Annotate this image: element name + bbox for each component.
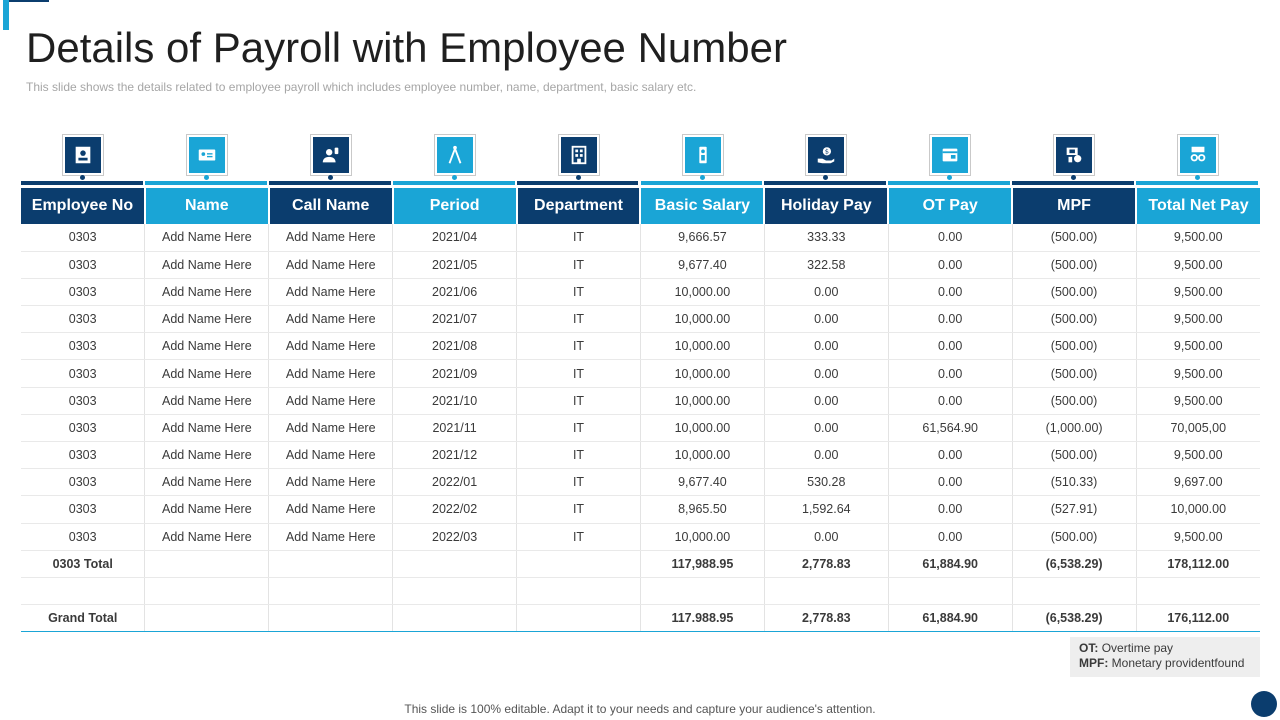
wallet-icon bbox=[930, 135, 970, 175]
table-cell: 2021/04 bbox=[393, 224, 517, 251]
calculator-icon bbox=[1178, 135, 1218, 175]
svg-text:$: $ bbox=[825, 147, 830, 156]
icon-connector-dot bbox=[1195, 175, 1200, 180]
grand_total-total-net-pay: 176,112.00 bbox=[1136, 605, 1260, 632]
empty-cell bbox=[145, 577, 269, 604]
spacer-row bbox=[21, 577, 1260, 604]
legend-ot-text: Overtime pay bbox=[1101, 641, 1174, 655]
subtotal-ot-pay: 61,884.90 bbox=[888, 550, 1012, 577]
table-cell: IT bbox=[517, 523, 641, 550]
column-header: Total Net Pay bbox=[1136, 188, 1260, 224]
grand_total-holiday-pay: 2,778.83 bbox=[764, 605, 888, 632]
table-cell: Add Name Here bbox=[269, 469, 393, 496]
grand-total-row bbox=[21, 605, 1260, 632]
subtotal-label: 0303 Total bbox=[21, 550, 145, 577]
table-cell: 10,000.00 bbox=[640, 306, 764, 333]
table-row bbox=[21, 469, 1260, 496]
icon-connector-dot bbox=[1071, 175, 1076, 180]
empty-cell bbox=[21, 577, 145, 604]
empty-cell bbox=[393, 605, 517, 632]
empty-cell bbox=[517, 605, 641, 632]
column-icon-cell bbox=[764, 135, 887, 181]
column-header: OT Pay bbox=[888, 188, 1012, 224]
table-cell: Add Name Here bbox=[145, 414, 269, 441]
table-cell: IT bbox=[517, 496, 641, 523]
empty-cell bbox=[764, 577, 888, 604]
person-phone-icon bbox=[311, 135, 351, 175]
table-cell: 9,500.00 bbox=[1136, 387, 1260, 414]
table-cell: (510.33) bbox=[1012, 469, 1136, 496]
table-cell: (500.00) bbox=[1012, 442, 1136, 469]
table-cell: (500.00) bbox=[1012, 251, 1136, 278]
table-row bbox=[21, 251, 1260, 278]
table-cell: IT bbox=[517, 251, 641, 278]
table-row bbox=[21, 496, 1260, 523]
table-cell: IT bbox=[517, 224, 641, 251]
table-cell: Add Name Here bbox=[269, 523, 393, 550]
empty-cell bbox=[640, 577, 764, 604]
table-cell: 0303 bbox=[21, 442, 145, 469]
table-cell: Add Name Here bbox=[145, 387, 269, 414]
table-cell: 2021/10 bbox=[393, 387, 517, 414]
table-row bbox=[21, 333, 1260, 360]
column-header: Name bbox=[145, 188, 269, 224]
icon-connector-dot bbox=[947, 175, 952, 180]
table-cell: (527.91) bbox=[1012, 496, 1136, 523]
subtotal-row bbox=[21, 550, 1260, 577]
table-cell: Add Name Here bbox=[145, 442, 269, 469]
table-cell: (500.00) bbox=[1012, 333, 1136, 360]
table-cell: 10,000.00 bbox=[640, 523, 764, 550]
table-cell: Add Name Here bbox=[145, 496, 269, 523]
building-icon bbox=[559, 135, 599, 175]
grand_total-ot-pay: 61,884.90 bbox=[888, 605, 1012, 632]
employee-id-icon bbox=[63, 135, 103, 175]
table-cell: 0303 bbox=[21, 387, 145, 414]
subtotal-total-net-pay: 178,112.00 bbox=[1136, 550, 1260, 577]
header-accent-bar bbox=[393, 181, 515, 185]
table-cell: 0.00 bbox=[888, 496, 1012, 523]
table-cell: 0.00 bbox=[888, 442, 1012, 469]
column-header: Department bbox=[517, 188, 641, 224]
table-cell: 9,500.00 bbox=[1136, 306, 1260, 333]
table-cell: 2022/02 bbox=[393, 496, 517, 523]
table-row bbox=[21, 442, 1260, 469]
icon-connector-dot bbox=[80, 175, 85, 180]
table-cell: 0303 bbox=[21, 333, 145, 360]
corner-circle-decoration bbox=[1251, 691, 1277, 717]
table-cell: 9,697.00 bbox=[1136, 469, 1260, 496]
grand_total-mpf: (6,538.29) bbox=[1012, 605, 1136, 632]
table-cell: 2021/06 bbox=[393, 278, 517, 305]
column-icon-cell bbox=[145, 135, 268, 181]
column-icon-cell bbox=[517, 135, 640, 181]
table-cell: IT bbox=[517, 278, 641, 305]
table-row bbox=[21, 224, 1260, 251]
table-cell: 0303 bbox=[21, 278, 145, 305]
table-header-row bbox=[21, 188, 1260, 224]
table-cell: 2021/08 bbox=[393, 333, 517, 360]
column-header: Holiday Pay bbox=[764, 188, 888, 224]
table-cell: 0.00 bbox=[888, 360, 1012, 387]
table-cell: 10,000.00 bbox=[640, 360, 764, 387]
table-row bbox=[21, 278, 1260, 305]
table-cell: Add Name Here bbox=[269, 496, 393, 523]
savings-icon bbox=[1054, 135, 1094, 175]
table-cell: 0.00 bbox=[888, 333, 1012, 360]
table-cell: IT bbox=[517, 469, 641, 496]
empty-cell bbox=[1012, 577, 1136, 604]
table-cell: 0.00 bbox=[888, 251, 1012, 278]
table-cell: 9,500.00 bbox=[1136, 333, 1260, 360]
header-accent-bar bbox=[641, 181, 763, 185]
column-header: Period bbox=[393, 188, 517, 224]
table-cell: 10,000.00 bbox=[640, 333, 764, 360]
table-cell: Add Name Here bbox=[269, 306, 393, 333]
table-cell: 9,677.40 bbox=[640, 251, 764, 278]
table-cell: 2021/11 bbox=[393, 414, 517, 441]
corner-accent-bar bbox=[3, 0, 9, 30]
empty-cell bbox=[517, 577, 641, 604]
table-cell: 10,000.00 bbox=[640, 387, 764, 414]
table-cell: (1,000.00) bbox=[1012, 414, 1136, 441]
header-accent-bar bbox=[764, 181, 886, 185]
table-cell: Add Name Here bbox=[269, 333, 393, 360]
table-cell: Add Name Here bbox=[269, 251, 393, 278]
empty-cell bbox=[517, 550, 641, 577]
page-title: Details of Payroll with Employee Number bbox=[26, 24, 787, 71]
table-cell: 9,500.00 bbox=[1136, 360, 1260, 387]
table-cell: 70,005,00 bbox=[1136, 414, 1260, 441]
table-cell: 8,965.50 bbox=[640, 496, 764, 523]
column-header: Basic Salary bbox=[640, 188, 764, 224]
table-cell: 0.00 bbox=[764, 387, 888, 414]
table-cell: (500.00) bbox=[1012, 360, 1136, 387]
empty-cell bbox=[269, 550, 393, 577]
empty-cell bbox=[393, 550, 517, 577]
table-cell: Add Name Here bbox=[145, 523, 269, 550]
column-icon-cell bbox=[1136, 135, 1259, 181]
table-cell: 9,500.00 bbox=[1136, 251, 1260, 278]
table-cell: 0.00 bbox=[888, 278, 1012, 305]
table-cell: (500.00) bbox=[1012, 387, 1136, 414]
table-cell: Add Name Here bbox=[145, 306, 269, 333]
table-cell: 0.00 bbox=[888, 387, 1012, 414]
table-cell: Add Name Here bbox=[145, 278, 269, 305]
table-cell: 0.00 bbox=[888, 523, 1012, 550]
header-accent-bar bbox=[1012, 181, 1134, 185]
table-cell: 10,000.00 bbox=[640, 414, 764, 441]
column-icon-cell bbox=[269, 135, 392, 181]
icon-connector-dot bbox=[700, 175, 705, 180]
table-row bbox=[21, 414, 1260, 441]
table-cell: 9,500.00 bbox=[1136, 278, 1260, 305]
subtotal-basic-salary: 117,988.95 bbox=[640, 550, 764, 577]
header-accent-bar bbox=[1136, 181, 1258, 185]
header-accent-bar bbox=[269, 181, 391, 185]
column-icon-cell bbox=[1012, 135, 1135, 181]
icon-connector-dot bbox=[576, 175, 581, 180]
table-cell: Add Name Here bbox=[145, 251, 269, 278]
table-cell: 9,500.00 bbox=[1136, 224, 1260, 251]
table-cell: (500.00) bbox=[1012, 306, 1136, 333]
table-cell: 2022/03 bbox=[393, 523, 517, 550]
table-cell: IT bbox=[517, 333, 641, 360]
table-cell: 0.00 bbox=[764, 360, 888, 387]
table-cell: Add Name Here bbox=[145, 469, 269, 496]
table-row bbox=[21, 387, 1260, 414]
table-cell: 0303 bbox=[21, 251, 145, 278]
column-icons-row bbox=[21, 135, 1260, 181]
column-header: Employee No bbox=[21, 188, 145, 224]
table-cell: IT bbox=[517, 442, 641, 469]
table-cell: IT bbox=[517, 414, 641, 441]
table-cell: 0303 bbox=[21, 224, 145, 251]
empty-cell bbox=[269, 605, 393, 632]
icon-connector-dot bbox=[328, 175, 333, 180]
name-card-icon bbox=[187, 135, 227, 175]
table-row bbox=[21, 360, 1260, 387]
table-cell: 0.00 bbox=[888, 469, 1012, 496]
hand-coin-icon bbox=[806, 135, 846, 175]
table-cell: Add Name Here bbox=[269, 387, 393, 414]
table-cell: 9,666.57 bbox=[640, 224, 764, 251]
column-icon-cell bbox=[888, 135, 1011, 181]
table-row bbox=[21, 523, 1260, 550]
column-icon-cell bbox=[393, 135, 516, 181]
table-cell: 9,500.00 bbox=[1136, 442, 1260, 469]
corner-accent-line bbox=[9, 0, 49, 2]
table-cell: 0303 bbox=[21, 523, 145, 550]
grand_total-basic-salary: 117.988.95 bbox=[640, 605, 764, 632]
table-cell: 61,564.90 bbox=[888, 414, 1012, 441]
legend-ot-key: OT: bbox=[1079, 641, 1099, 655]
table-cell: 0.00 bbox=[764, 306, 888, 333]
table-cell: (500.00) bbox=[1012, 278, 1136, 305]
icon-connector-dot bbox=[452, 175, 457, 180]
table-cell: (500.00) bbox=[1012, 523, 1136, 550]
table-cell: 322.58 bbox=[764, 251, 888, 278]
table-cell: 333.33 bbox=[764, 224, 888, 251]
table-cell: IT bbox=[517, 387, 641, 414]
column-icon-cell bbox=[21, 135, 144, 181]
legend-mpf-text: Monetary providentfound bbox=[1111, 656, 1245, 670]
table-cell: Add Name Here bbox=[269, 360, 393, 387]
table-cell: 530.28 bbox=[764, 469, 888, 496]
table-cell: Add Name Here bbox=[145, 360, 269, 387]
compass-icon bbox=[435, 135, 475, 175]
table-row bbox=[21, 306, 1260, 333]
icon-connector-dot bbox=[204, 175, 209, 180]
table-cell: 0303 bbox=[21, 360, 145, 387]
table-cell: IT bbox=[517, 306, 641, 333]
table-cell: (500.00) bbox=[1012, 224, 1136, 251]
table-cell: 0.00 bbox=[764, 278, 888, 305]
table-cell: IT bbox=[517, 360, 641, 387]
abbreviation-legend bbox=[1070, 637, 1260, 677]
subtotal-mpf: (6,538.29) bbox=[1012, 550, 1136, 577]
table-cell: Add Name Here bbox=[269, 442, 393, 469]
footer-note: This slide is 100% editable. Adapt it to your needs and capture your audience's attention. bbox=[404, 702, 876, 716]
table-cell: 9,677.40 bbox=[640, 469, 764, 496]
icon-connector-dot bbox=[823, 175, 828, 180]
table-cell: Add Name Here bbox=[269, 224, 393, 251]
table-cell: 2021/07 bbox=[393, 306, 517, 333]
legend-mpf-key: MPF: bbox=[1079, 656, 1109, 670]
empty-cell bbox=[1136, 577, 1260, 604]
table-cell: 0303 bbox=[21, 496, 145, 523]
header-accent-bar bbox=[21, 181, 143, 185]
table-cell: 0.00 bbox=[888, 224, 1012, 251]
table-cell: 2021/12 bbox=[393, 442, 517, 469]
header-accent-bar bbox=[517, 181, 639, 185]
page-subtitle: This slide shows the details related to employee payroll which includes employee number, name, department, basic salary etc. bbox=[26, 80, 697, 94]
empty-cell bbox=[145, 550, 269, 577]
table-cell: 10,000.00 bbox=[640, 442, 764, 469]
empty-cell bbox=[393, 577, 517, 604]
grand_total-label: Grand Total bbox=[21, 605, 145, 632]
table-cell: Add Name Here bbox=[145, 224, 269, 251]
table-cell: Add Name Here bbox=[145, 333, 269, 360]
column-header: MPF bbox=[1012, 188, 1136, 224]
table-cell: Add Name Here bbox=[269, 414, 393, 441]
table-cell: 10,000.00 bbox=[640, 278, 764, 305]
table-cell: 0.00 bbox=[764, 442, 888, 469]
table-cell: 0.00 bbox=[764, 333, 888, 360]
empty-cell bbox=[888, 577, 1012, 604]
header-accent-bar bbox=[145, 181, 267, 185]
payroll-table bbox=[21, 188, 1260, 632]
table-cell: 2021/09 bbox=[393, 360, 517, 387]
table-cell: 0303 bbox=[21, 414, 145, 441]
table-cell: 0.00 bbox=[888, 306, 1012, 333]
table-cell: 0303 bbox=[21, 469, 145, 496]
empty-cell bbox=[269, 577, 393, 604]
table-cell: Add Name Here bbox=[269, 278, 393, 305]
empty-cell bbox=[145, 605, 269, 632]
table-cell: 0.00 bbox=[764, 414, 888, 441]
table-cell: 9,500.00 bbox=[1136, 523, 1260, 550]
column-icon-cell bbox=[641, 135, 764, 181]
header-accent-bar bbox=[888, 181, 1010, 185]
table-cell: 1,592.64 bbox=[764, 496, 888, 523]
table-cell: 2022/01 bbox=[393, 469, 517, 496]
table-cell: 2021/05 bbox=[393, 251, 517, 278]
column-header: Call Name bbox=[269, 188, 393, 224]
table-cell: 10,000.00 bbox=[1136, 496, 1260, 523]
table-cell: 0.00 bbox=[764, 523, 888, 550]
bank-card-icon bbox=[683, 135, 723, 175]
table-cell: 0303 bbox=[21, 306, 145, 333]
subtotal-holiday-pay: 2,778.83 bbox=[764, 550, 888, 577]
